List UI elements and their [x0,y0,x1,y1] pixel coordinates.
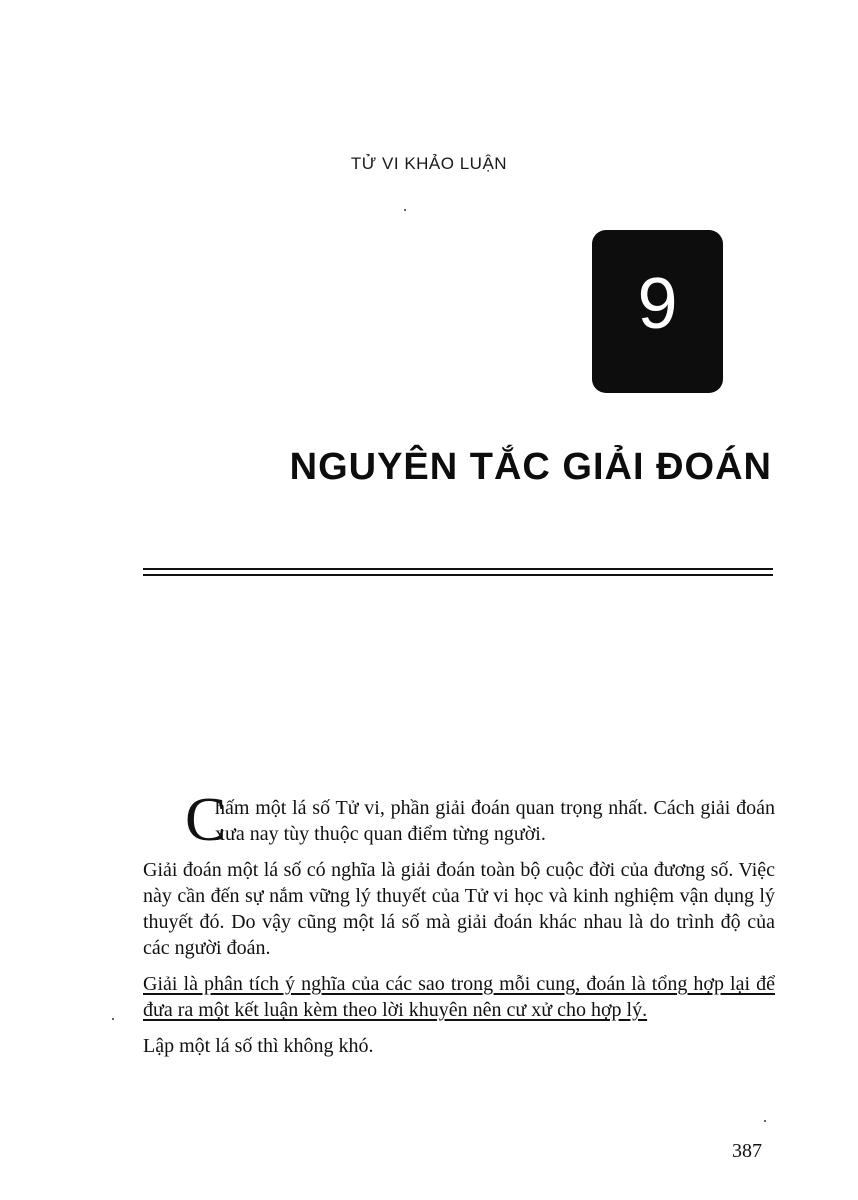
chapter-number-box [592,230,723,393]
page-number: 387 [732,1140,762,1162]
chapter-number: 9 [637,263,678,344]
chapter-body [143,786,775,1069]
drop-cap: C [185,786,227,854]
title-rule-bottom [143,574,773,576]
scan-speck [112,1018,114,1020]
running-head: TỬ VI KHẢO LUẬN [350,154,508,173]
title-rule-top [143,568,773,570]
chapter-title: NGUYÊN TẮC GIẢI ĐOÁN [289,446,772,488]
paragraph-4: Lập một lá số thì không khó. [143,1035,374,1057]
paragraph-3 [143,971,775,1023]
paragraph-opening [143,786,775,854]
paragraph-3-text: Giải là phân tích ý nghĩa của các sao trong mỗi cung, đoán là tổng hợp lại để đưa ra một kết luận kèm theo lời khuyên nên cư xử cho hợp lý. [143,973,775,1021]
paragraph-opening-text: hấm một lá số Tử vi, phần giải đoán quan trọng nhất. Cách giải đoán xưa nay tùy thuộc quan điểm từng người. [215,797,775,845]
paragraph-2: Giải đoán một lá số có nghĩa là giải đoán toàn bộ cuộc đời của đương số. Việc này cần đến sự nắm vững lý thuyết của Tử vi học và kinh nghiệm vận dụng lý thuyết đó. Do vậy cũng một lá số mà giải đoán khác nhau là do trình độ của các người đoán. [143,859,775,959]
scan-speck [764,1120,766,1122]
scan-speck [404,209,406,211]
